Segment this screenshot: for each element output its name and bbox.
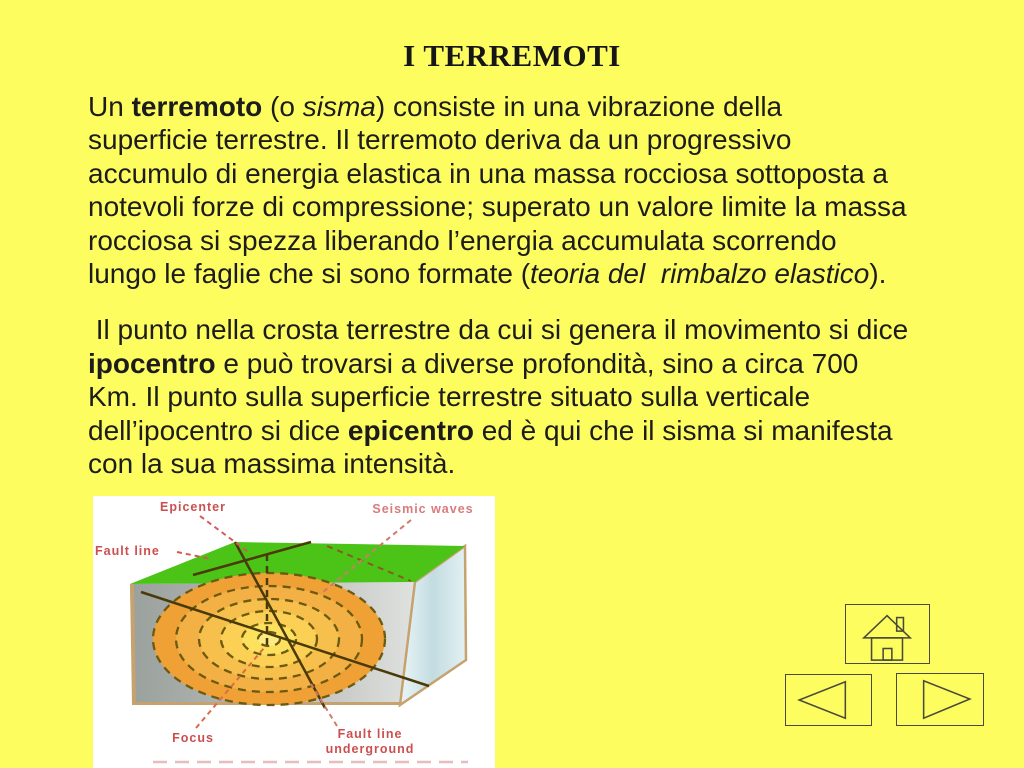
text-line <box>88 347 968 380</box>
fault-underground-label-line1: Fault line <box>337 727 403 741</box>
block-left-edge <box>132 584 134 705</box>
text-run-bold: epicentro <box>347 414 474 446</box>
text-run: dell’ipocentro si dice <box>88 414 348 446</box>
text-line: accumulo di energia elastica in una massa rocciosa sottoposta a <box>88 157 888 189</box>
text-run: ) consiste in una vibrazione della <box>375 91 783 122</box>
focus-label: Focus <box>172 731 214 745</box>
next-slide-button[interactable] <box>896 673 984 726</box>
seismic-wave-rings <box>153 573 385 705</box>
text-line: superficie terrestre. Il terremoto deriva da un progressivo <box>88 124 792 156</box>
slide-title: I TERREMOTI <box>403 38 621 73</box>
text-run-italic: sisma <box>302 91 376 122</box>
text-line: Km. Il punto sulla superficie terrestre situato sulla verticale <box>88 381 811 413</box>
text-line: notevoli forze di compressione; superato un valore limite la massa <box>88 191 907 223</box>
earthquake-diagram-image <box>93 496 495 768</box>
previous-slide-button[interactable] <box>785 674 872 726</box>
home-button[interactable] <box>845 604 930 664</box>
text-line <box>88 414 968 447</box>
text-run: (o <box>262 91 303 122</box>
text-run: ed è qui che il sisma si manifesta <box>473 414 893 446</box>
text-run-bold: terremoto <box>131 91 263 122</box>
text-run: ). <box>869 258 887 290</box>
seismic-waves-label: Seismic waves <box>372 502 474 516</box>
home-icon <box>846 605 929 663</box>
text-line <box>88 90 968 123</box>
earthquake-block-diagram <box>93 496 495 768</box>
text-run: lungo le faglie che si sono formate ( <box>88 258 531 290</box>
left-arrow-icon <box>786 675 871 725</box>
text-run: e può trovarsi a diverse profondità, sino a circa 700 <box>215 347 859 379</box>
paragraph-2 <box>88 313 968 480</box>
text-run-italic: teoria del rimbalzo elastico <box>530 258 870 290</box>
text-line: rocciosa si spezza liberando l’energia accumulata scorrendo <box>88 224 837 256</box>
text-line: con la sua massima intensità. <box>88 448 456 480</box>
text-line: Il punto nella crosta terrestre da cui si genera il movimento si dice <box>88 314 909 346</box>
text-run: Un <box>88 91 132 122</box>
paragraph-1 <box>88 90 968 290</box>
fault-line-label: Fault line <box>95 544 160 558</box>
epicenter-label: Epicenter <box>160 500 226 514</box>
fault-underground-label-line2: underground <box>325 742 415 756</box>
text-run-bold: ipocentro <box>88 347 216 379</box>
body-text <box>88 90 968 480</box>
right-arrow-icon <box>897 674 983 725</box>
text-line <box>88 257 968 290</box>
